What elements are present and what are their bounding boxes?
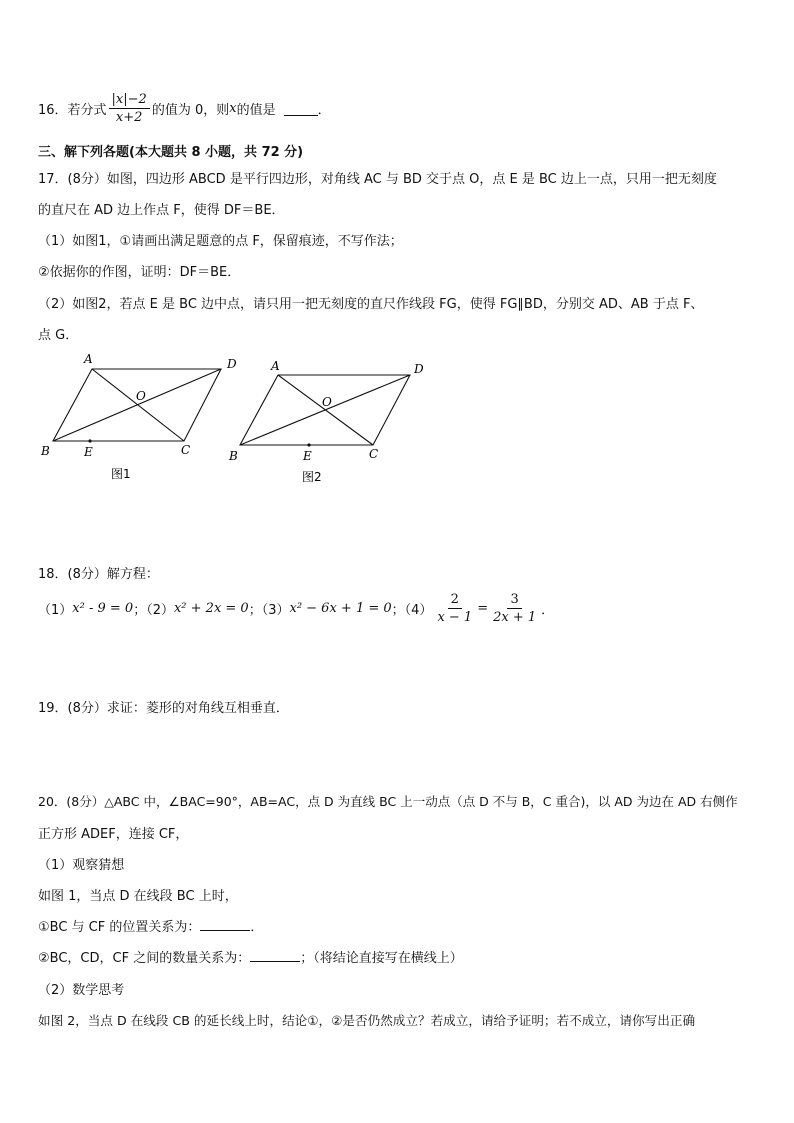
q16-frac-denominator: x+2 [115, 109, 143, 125]
fig2-label-a: A [271, 359, 280, 373]
fig2-label-c: C [369, 447, 379, 461]
q20-line-6-text: ②BC，CD，CF 之间的数量关系为： [38, 951, 251, 966]
q18-eq4-left-num: 2 [448, 591, 462, 609]
q20-line-2: 正方形 ADEF，连接 CF， [38, 827, 189, 842]
q16-line [38, 86, 331, 130]
q20-line-5-end: ． [250, 920, 264, 935]
q20-line-5-text: ①BC 与 CF 的位置关系为： [38, 920, 201, 935]
q18-eq4-right-fraction [490, 591, 539, 626]
q20-line-6-end: ；（将结论直接写在横线上） [300, 951, 463, 966]
fig1-diagonal-bd [53, 369, 221, 441]
q20-line-5 [38, 916, 263, 935]
q17-line-1: 17．(8分）如图，四边形 ABCD 是平行四边形，对角线 AC 与 BD 交于点 O，点 E 是 BC 边上一点，只用一把无刻度 [38, 172, 717, 187]
fig2-label-o: O [322, 395, 332, 409]
q17-figure-1 [38, 350, 238, 488]
fig1-point-e [88, 439, 91, 442]
q20-line-1: 20．(8分）△ABC 中，∠BAC=90°，AB=AC，点 D 为直线 BC 上一动点（点 D 不与 B，C 重合)，以 AD 为边在 AD 右侧作 [38, 794, 738, 809]
q20-line-6 [38, 947, 463, 966]
fig2-label-e: E [303, 449, 312, 463]
q20-line-4: 如图 1，当点 D 在线段 BC 上时， [38, 889, 238, 904]
fig1-label-c: C [181, 443, 191, 457]
q16-suffix-b: 的值是 [236, 102, 276, 118]
fig1-label-o: O [136, 389, 146, 403]
fig1-label-d: D [227, 357, 237, 371]
q18-eq4-right-num: 3 [507, 591, 521, 609]
fig2-point-e [307, 443, 310, 446]
section-3-title: 三、解下列各题(本大题共 8 小题，共 72 分) [38, 145, 304, 160]
q18-eq4-left-den: x − 1 [437, 609, 473, 625]
q16-frac-numerator: |x|−2 [109, 91, 150, 109]
q18-eq4-right-den: 2x + 1 [493, 609, 537, 625]
fig2-label-d: D [414, 362, 424, 376]
q20-line-3: （1）观察猜想 [38, 858, 125, 873]
q19-line: 19．(8分）求证：菱形的对角线互相垂直． [38, 701, 289, 716]
q18-part-4-label: ；（4） [391, 602, 433, 618]
fig2-diagonal-bd [240, 375, 410, 445]
q17-line-4: ②依据你的作图，证明：DF＝BE． [38, 265, 241, 280]
fig1-caption: 图1 [111, 467, 131, 481]
q18-end: ． [541, 602, 555, 618]
q18-part-2-label: ；（2） [133, 602, 174, 618]
q18-eq4-equals: = [477, 600, 489, 616]
fig1-label-b: B [41, 444, 50, 458]
fig2-label-b: B [229, 449, 238, 463]
q18-equation-3: x² − 6x + 1 = 0 [289, 600, 392, 616]
q20-line-8: 如图 2，当点 D 在线段 CB 的延长线上时，结论①，②是否仍然成立？若成立，请给予证明；若不成立，请你写出正确 [38, 1013, 696, 1028]
q20-blank-1 [200, 916, 250, 931]
q20-blank-2 [250, 947, 300, 962]
q17-line-3: （1）如图1，①请画出满足题意的点 F，保留痕迹，不写作法； [38, 234, 403, 249]
q16-fraction [109, 91, 150, 126]
q18-equations [38, 586, 554, 630]
q18-title: 18．(8分）解方程： [38, 567, 159, 582]
q20-line-7: （2）数学思考 [38, 983, 125, 998]
q18-eq4-left-fraction [434, 591, 475, 626]
q17-line-2: 的直尺在 AD 边上作点 F，使得 DF＝BE． [38, 203, 285, 218]
q18-part-3-label: ；（3） [248, 602, 290, 618]
q17-line-5: （2）如图2，若点 E 是 BC 边中点，请只用一把无刻度的直尺作线段 FG，使得 FG∥BD，分别交 AD、AB 于点 F、 [38, 297, 704, 312]
q16-prefix: 16．若分式 [38, 102, 107, 118]
fig1-label-a: A [84, 352, 93, 366]
q16-variable: x [229, 100, 237, 116]
q17-figure-2 [228, 350, 432, 488]
q16-end: ． [317, 102, 331, 118]
fig1-label-e: E [84, 445, 93, 459]
q18-part-1-label: （1） [38, 602, 73, 618]
fig2-caption: 图2 [302, 470, 322, 484]
q18-equation-2: x² + 2x = 0 [173, 600, 249, 616]
q17-line-6: 点 G． [38, 328, 79, 343]
q16-suffix-a: 的值为 0，则 [151, 102, 230, 118]
q16-answer-blank [284, 101, 318, 116]
q18-equation-1: x² - 9 = 0 [72, 600, 134, 616]
